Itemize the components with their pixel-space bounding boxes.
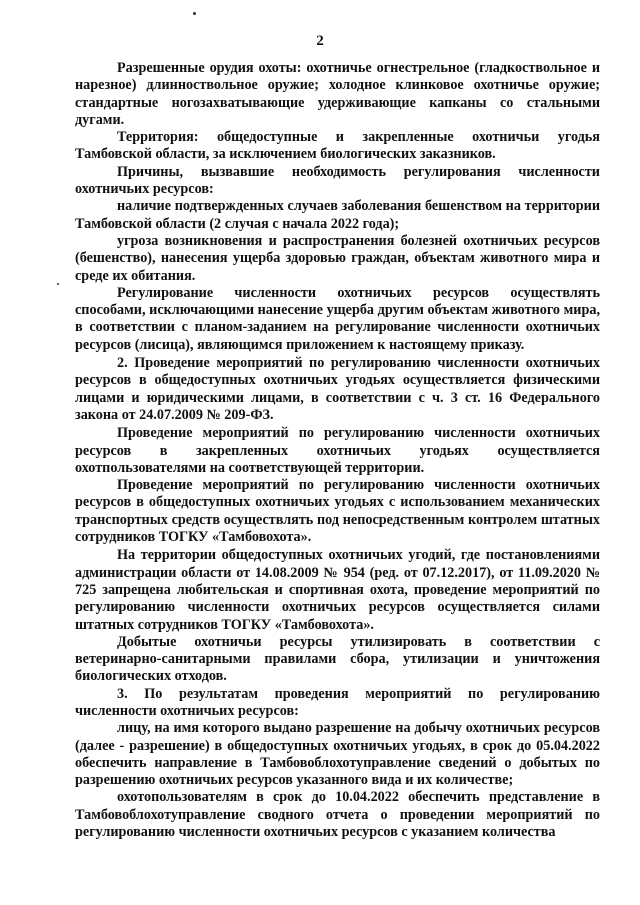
paragraph: наличие подтвержденных случаев заболевания бешенством на территории Тамбовской области (2 случая с начала 2022 года); [75, 198, 600, 232]
page-number: 2 [316, 33, 324, 49]
paragraph: Территория: общедоступные и закрепленные охотничьи угодья Тамбовской области, за исключением биологических заказников. [75, 129, 600, 163]
paragraph: Разрешенные орудия охоты: охотничье огнестрельное (гладкоствольное и нарезное) длинноствольное оружие; холодное клинковое охотничье оружие; стандартные ногозахватывающие удерживающие капканы со стальными дугами. [75, 60, 600, 128]
paragraph: Проведение мероприятий по регулированию численности охотничьих ресурсов в закрепленных охотничьих угодьях осуществляется охотпользователями на соответствующей территории. [75, 425, 600, 476]
paragraph: Проведение мероприятий по регулированию численности охотничьих ресурсов в общедоступных охотничьих угодьях с использованием механических транспортных средств осуществлять под непосредственным контролем штатных сотрудников ТОГКУ «Тамбовохота». [75, 477, 600, 546]
paragraph: охотопользователям в срок до 10.04.2022 обеспечить представление в Тамбовоблохотуправление сводного отчета о проведении мероприятий по регулированию численности охотничьих ресурсов с указанием количества [75, 789, 600, 841]
paragraph: Причины, вызвавшие необходимость регулирования численности охотничьих ресурсов: [75, 163, 600, 198]
paragraph: 3. По результатам проведения мероприятий по регулированию численности охотничьих ресурсов: [75, 685, 600, 719]
paragraph: На территории общедоступных охотничьих угодий, где постановлениями администрации области от 14.08.2009 № 954 (ред. от 07.12.2017), от 11.09.2020 № 725 запрещена любительская и спортивная охота, проведение мероприятий по регулированию численности охотничьих ресурсов осуществляется силами штатных сотрудников ТОГКУ «Тамбовохота». [75, 547, 600, 633]
scan-speck [193, 12, 196, 15]
paragraph: угроза возникновения и распространения болезней охотничьих ресурсов (бешенство), нанесения ущерба здоровью граждан, объектам животного мира и среде их обитания. [75, 232, 600, 284]
paragraph: Добытые охотничьи ресурсы утилизировать в соответствии с ветеринарно-санитарными правилами сбора, утилизации и уничтожения биологических отходов. [75, 633, 600, 685]
document-body [75, 60, 600, 841]
paragraph: Регулирование численности охотничьих ресурсов осуществлять способами, исключающими нанесение ущерба другим объектам животного мира, в соответствии с планом-заданием на регулирование численности охотничьих ресурсов (лисица), являющимся приложением к настоящему приказу. [75, 284, 600, 353]
paragraph: 2. Проведение мероприятий по регулированию численности охотничьих ресурсов в общедоступных охотничьих угодьях осуществляется физическими лицами и юридическими лицами, в соответствии с ч. 3 ст. 16 Федерального закона от 24.07.2009 № 209-ФЗ. [75, 355, 600, 423]
paragraph: лицу, на имя которого выдано разрешение на добычу охотничьих ресурсов (далее - разрешение) в общедоступных охотничьих угодьях, в срок до 05.04.2022 обеспечить направление в Тамбовоблохотуправление сведений о добытых по разрешению охотничьих ресурсов указанного вида и их количестве; [75, 720, 600, 789]
scan-speck [57, 283, 59, 285]
